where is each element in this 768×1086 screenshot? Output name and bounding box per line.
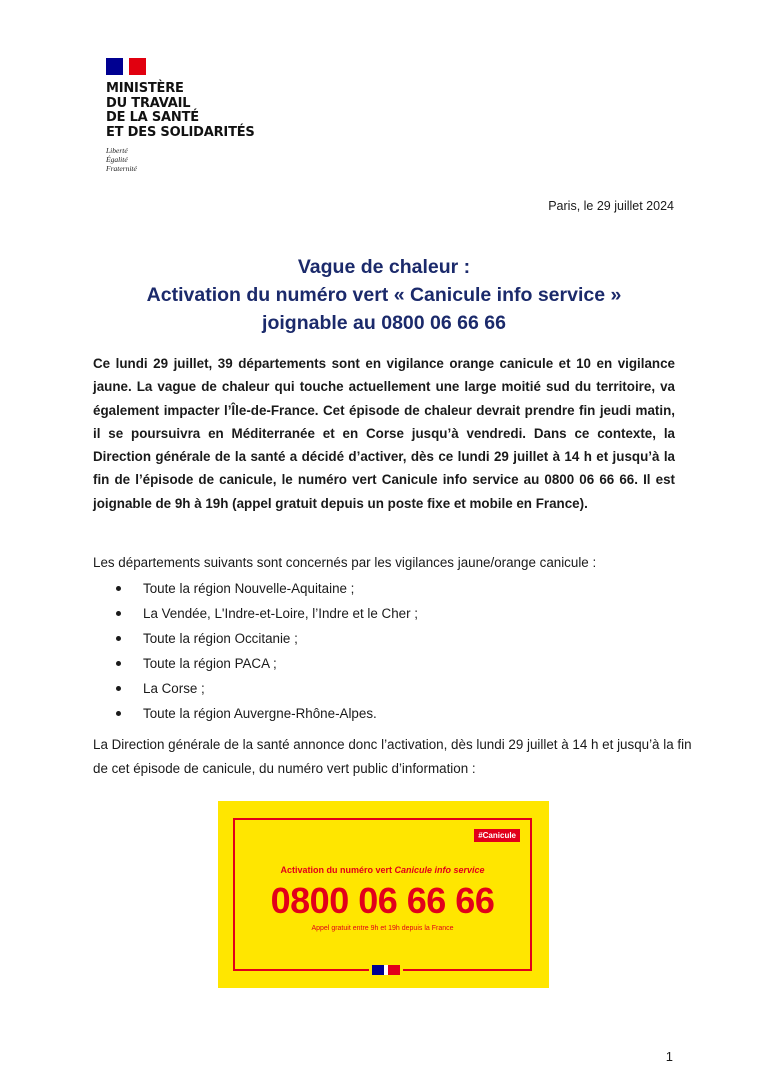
motto-line: Fraternité bbox=[106, 164, 137, 173]
page-number: 1 bbox=[665, 1049, 673, 1064]
list-item bbox=[113, 601, 418, 626]
bullet-icon bbox=[116, 661, 121, 666]
hotline-number: 0800 06 66 66 bbox=[270, 880, 495, 921]
hotline-banner bbox=[218, 801, 549, 988]
list-item bbox=[113, 626, 418, 651]
lead-paragraph: Ce lundi 29 juillet, 39 départements sont en vigilance orange canicule et 10 en vigilance jaune. La vague de chaleur qui touche actuellement une large moitié sud du territoire, va également impacter l’Île-de-France. Cet épisode de chaleur devrait prendre fin jeudi matin, il se poursuivra en Méditerranée et en Corse jusqu’à vendredi. Dans ce contexte, la Direction générale de la santé a décidé d’activer, dès ce lundi 29 juillet à 14 h et jusqu’à la fin de l’épisode de canicule, le numéro vert Canicule info service au 0800 06 66 66. Il est joignable de 9h à 19h (appel gratuit depuis un poste fixe et mobile en France). bbox=[93, 356, 675, 511]
departments-list bbox=[113, 576, 418, 726]
ministry-name bbox=[106, 82, 255, 140]
list-item-text: La Vendée, L'Indre-et-Loire, l’Indre et le Cher ; bbox=[143, 606, 418, 621]
list-item-text: Toute la région Occitanie ; bbox=[143, 631, 298, 646]
list-item-text: La Corse ; bbox=[143, 681, 205, 696]
bullet-icon bbox=[116, 711, 121, 716]
banner-frame bbox=[233, 818, 532, 971]
ministry-logo bbox=[106, 58, 255, 173]
banner-subtitle-service: Canicule info service bbox=[394, 865, 485, 875]
banner-note: Appel gratuit entre 9h et 19h depuis la France bbox=[311, 925, 454, 932]
list-item-text: Toute la région PACA ; bbox=[143, 656, 277, 671]
title-line: Vague de chaleur : bbox=[297, 256, 471, 278]
motto-line: Égalité bbox=[106, 155, 128, 164]
list-item-text: Toute la région Nouvelle-Aquitaine ; bbox=[143, 581, 355, 596]
republic-motto bbox=[106, 146, 255, 173]
banner-subtitle-text: Activation du numéro vert bbox=[280, 865, 395, 875]
document-date: Paris, le 29 juillet 2024 bbox=[548, 199, 674, 213]
hashtag-badge: #Canicule bbox=[474, 829, 520, 842]
list-item bbox=[113, 701, 418, 726]
list-item-text: Toute la région Auvergne-Rhône-Alpes. bbox=[143, 706, 377, 721]
ministry-line: MINISTÈRE bbox=[106, 81, 184, 96]
title-line: Activation du numéro vert « Canicule info service » bbox=[146, 284, 622, 306]
ministry-line: ET DES SOLIDARITÉS bbox=[106, 124, 255, 140]
ministry-line: DE LA SANTÉ bbox=[106, 110, 199, 125]
list-item bbox=[113, 651, 418, 676]
french-flag-icon bbox=[106, 58, 146, 75]
banner-logo bbox=[369, 964, 403, 976]
bullet-icon bbox=[116, 686, 121, 691]
list-item bbox=[113, 676, 418, 701]
bullet-icon bbox=[116, 611, 121, 616]
bullet-icon bbox=[116, 636, 121, 641]
ministry-line: DU TRAVAIL bbox=[106, 95, 191, 111]
list-item bbox=[113, 576, 418, 601]
closing-paragraph: La Direction générale de la santé annonce donc l’activation, dès lundi 29 juillet à 14 h et jusqu’à la fin de cet épisode de canicule, du numéro vert public d’information : bbox=[93, 737, 692, 776]
french-flag-icon bbox=[372, 965, 400, 975]
title-line: joignable au 0800 06 66 66 bbox=[262, 312, 506, 334]
list-intro: Les départements suivants sont concernés par les vigilances jaune/orange canicule : bbox=[93, 555, 597, 570]
motto-line: Liberté bbox=[106, 146, 128, 155]
banner-subtitle bbox=[235, 865, 530, 875]
page-title bbox=[60, 253, 708, 337]
bullet-icon bbox=[116, 586, 121, 591]
